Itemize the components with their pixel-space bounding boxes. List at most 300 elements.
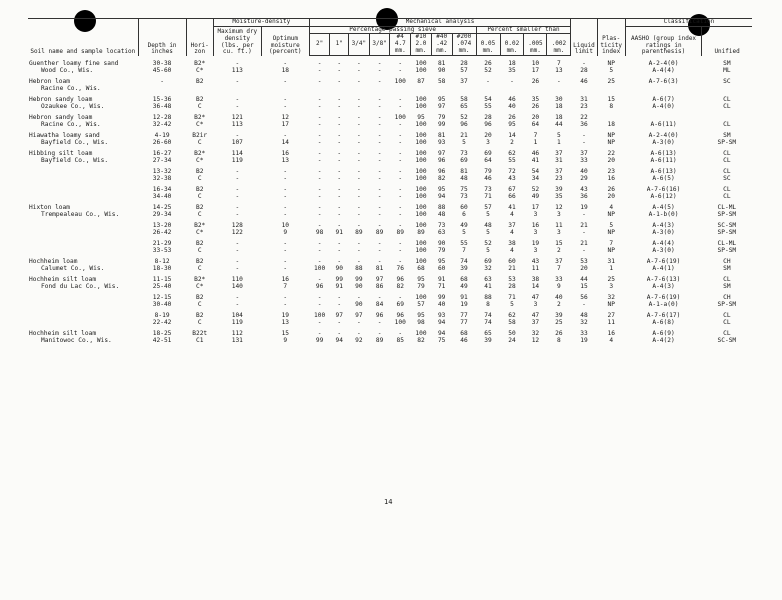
cell-value: - bbox=[377, 103, 382, 111]
cell-value: 37 bbox=[555, 168, 563, 176]
table-row bbox=[28, 74, 752, 92]
cell-value: 60 bbox=[460, 204, 468, 212]
cell-value: - bbox=[357, 103, 361, 111]
cell-value: 100 bbox=[415, 96, 427, 104]
header-sieve bbox=[309, 34, 330, 56]
cell-p02 bbox=[500, 200, 524, 218]
cell-value: 4 bbox=[510, 247, 514, 255]
cell-dens bbox=[213, 74, 261, 92]
cell-value: 13-20 bbox=[152, 222, 172, 230]
table-row bbox=[28, 254, 752, 272]
cell-dens bbox=[213, 56, 261, 75]
cell-value: - bbox=[357, 319, 361, 327]
cell-value: 94 bbox=[437, 330, 446, 338]
cell-value: - bbox=[398, 247, 403, 255]
soil-test-table-container bbox=[28, 18, 752, 344]
cell-value: C bbox=[197, 319, 202, 327]
cell-value: 33 bbox=[555, 276, 563, 284]
cell-p02 bbox=[500, 146, 524, 164]
cell-s10 bbox=[411, 200, 432, 218]
cell-value: - bbox=[235, 78, 240, 86]
cell-value: 18 bbox=[281, 66, 290, 74]
cell-value: 14-25 bbox=[152, 204, 172, 212]
cell-s1 bbox=[330, 92, 349, 110]
cell-value: 13 bbox=[281, 157, 290, 165]
header-smaller bbox=[524, 34, 547, 56]
cell-value: - bbox=[235, 247, 240, 255]
cell-ll bbox=[571, 146, 597, 164]
cell-value: 43 bbox=[531, 258, 540, 266]
cell-aasho bbox=[625, 56, 701, 75]
header-classification: Classification bbox=[625, 19, 752, 27]
cell-value: 93 bbox=[437, 312, 446, 320]
cell-p005 bbox=[524, 146, 547, 164]
sieve-label-bot bbox=[350, 48, 368, 55]
header-sieve bbox=[330, 34, 349, 56]
cell-p02 bbox=[500, 164, 524, 182]
cell-ll bbox=[571, 308, 597, 326]
cell-s200 bbox=[452, 110, 476, 128]
cell-p002 bbox=[547, 200, 571, 218]
soil-name: Hebron loam bbox=[29, 78, 70, 86]
cell-value: 25-40 bbox=[152, 283, 172, 291]
cell-s200 bbox=[452, 182, 476, 200]
cell-s34 bbox=[349, 92, 370, 110]
cell-value: - bbox=[317, 121, 322, 129]
cell-value: 60 bbox=[508, 258, 516, 266]
cell-value: 21 bbox=[580, 222, 588, 230]
cell-ll bbox=[571, 236, 597, 254]
cell-value: - bbox=[337, 78, 342, 86]
cell-value: 45-60 bbox=[152, 66, 172, 74]
cell-value: - bbox=[357, 330, 361, 338]
cell-value: 81 bbox=[437, 132, 446, 140]
cell-value: 21-29 bbox=[152, 240, 172, 248]
cell-s38 bbox=[369, 74, 390, 92]
cell-value: 37 bbox=[531, 319, 540, 327]
cell-value: 46 bbox=[531, 150, 540, 158]
cell-value: 12-28 bbox=[152, 114, 172, 122]
cell-opt bbox=[261, 326, 309, 344]
cell-s10 bbox=[411, 254, 432, 272]
cell-value: 9 bbox=[283, 229, 288, 237]
cell-depth bbox=[138, 326, 186, 344]
cell-value: C bbox=[197, 247, 202, 255]
cell-name bbox=[28, 146, 138, 164]
cell-hor bbox=[186, 128, 213, 146]
cell-value: B2 bbox=[195, 78, 204, 86]
cell-uni bbox=[702, 272, 752, 290]
cell-value: 32-42 bbox=[152, 121, 172, 129]
cell-value: - bbox=[235, 301, 240, 309]
cell-p002 bbox=[547, 290, 571, 308]
cell-value: 40 bbox=[555, 294, 563, 302]
cell-value: - bbox=[317, 258, 322, 266]
cell-value: - bbox=[377, 168, 382, 176]
cell-value: - bbox=[357, 168, 361, 176]
cell-hor bbox=[186, 182, 213, 200]
cell-s2 bbox=[309, 218, 330, 236]
header-unified: Unified bbox=[702, 26, 752, 56]
cell-ll bbox=[571, 110, 597, 128]
cell-value: B2 bbox=[195, 96, 204, 104]
cell-value: - bbox=[317, 276, 322, 284]
cell-s34 bbox=[349, 128, 370, 146]
cell-value: 28 bbox=[484, 114, 492, 122]
cell-s34 bbox=[349, 236, 370, 254]
cell-value: 21 bbox=[580, 240, 588, 248]
cell-value: 88 bbox=[484, 294, 492, 302]
cell-value: B2 bbox=[195, 312, 204, 320]
cell-value: 95 bbox=[417, 312, 425, 320]
cell-value: 72 bbox=[508, 168, 516, 176]
cell-s1 bbox=[330, 254, 349, 272]
cell-s40 bbox=[431, 272, 452, 290]
cell-s1 bbox=[330, 74, 349, 92]
cell-value: CL bbox=[723, 186, 731, 194]
cell-value: 8-12 bbox=[154, 258, 170, 266]
cell-pi bbox=[597, 200, 625, 218]
cell-value: 87 bbox=[417, 78, 425, 86]
cell-value bbox=[370, 85, 389, 92]
cell-value: C* bbox=[195, 121, 204, 129]
cell-value: 95 bbox=[417, 276, 425, 284]
cell-value: 92 bbox=[355, 337, 363, 345]
cell-p005 bbox=[524, 236, 547, 254]
cell-value: 122 bbox=[231, 229, 243, 237]
cell-s40 bbox=[431, 182, 452, 200]
cell-value: 2 bbox=[557, 301, 561, 309]
smaller-label-bot: mm. bbox=[482, 47, 494, 55]
cell-value bbox=[310, 85, 329, 92]
soil-name bbox=[29, 240, 137, 247]
cell-p05 bbox=[476, 200, 500, 218]
cell-value: - bbox=[377, 96, 382, 104]
cell-value: NP bbox=[607, 229, 615, 237]
cell-hor bbox=[186, 92, 213, 110]
cell-value: SM bbox=[723, 59, 731, 67]
cell-opt bbox=[261, 272, 309, 290]
cell-p02 bbox=[500, 74, 524, 92]
cell-value: 35 bbox=[555, 193, 563, 201]
cell-value: - bbox=[337, 139, 342, 147]
cell-value: 81 bbox=[375, 265, 384, 273]
sample-location: Bayfield Co., Wis. bbox=[41, 157, 109, 165]
cell-value: 34-40 bbox=[152, 193, 172, 201]
cell-value: 29-34 bbox=[152, 211, 172, 219]
smaller-label-mid: 0.02 bbox=[504, 40, 520, 48]
cell-s10 bbox=[411, 218, 432, 236]
cell-value: B2* bbox=[194, 150, 206, 158]
cell-value: - bbox=[377, 330, 382, 338]
cell-p002 bbox=[547, 92, 571, 110]
cell-value: NP bbox=[607, 132, 615, 140]
cell-value: 1 bbox=[609, 265, 614, 273]
cell-value: - bbox=[317, 132, 322, 140]
cell-value: 71 bbox=[484, 193, 492, 201]
cell-ll bbox=[571, 128, 597, 146]
cell-value: 20 bbox=[607, 157, 615, 165]
cell-value: - bbox=[235, 211, 240, 219]
cell-value: 38 bbox=[531, 276, 540, 284]
cell-value bbox=[501, 85, 523, 92]
cell-hor bbox=[186, 236, 213, 254]
cell-value: 43 bbox=[508, 175, 516, 183]
cell-value: 4 bbox=[510, 229, 514, 237]
cell-value: 42-51 bbox=[152, 337, 172, 345]
cell-value: - bbox=[235, 175, 240, 183]
cell-value bbox=[214, 85, 260, 92]
cell-value: SP-SM bbox=[717, 211, 737, 219]
cell-value: - bbox=[337, 114, 342, 122]
cell-value: 74 bbox=[484, 312, 492, 320]
cell-p05 bbox=[476, 218, 500, 236]
cell-s2 bbox=[309, 92, 330, 110]
cell-uni bbox=[702, 200, 752, 218]
cell-value: 97 bbox=[355, 312, 363, 320]
cell-hor bbox=[186, 74, 213, 92]
cell-value: 37 bbox=[555, 150, 563, 158]
cell-value: 94 bbox=[335, 337, 343, 345]
cell-value: 4-19 bbox=[154, 132, 170, 140]
cell-value bbox=[139, 85, 185, 92]
cell-value bbox=[331, 85, 348, 92]
cell-p002 bbox=[547, 74, 571, 92]
cell-s10 bbox=[411, 308, 432, 326]
cell-value: 26 bbox=[531, 78, 540, 86]
cell-value: 3 bbox=[533, 229, 538, 237]
cell-value: 33 bbox=[580, 157, 588, 165]
cell-s1 bbox=[330, 164, 349, 182]
cell-p02 bbox=[500, 272, 524, 290]
cell-s4 bbox=[390, 254, 411, 272]
cell-value: A-3(0) bbox=[652, 139, 675, 147]
cell-p002 bbox=[547, 254, 571, 272]
soil-name: Hebron sandy loam bbox=[29, 96, 93, 104]
sample-location: Ozaukee Co., Wis. bbox=[41, 103, 105, 111]
cell-value: CL bbox=[723, 168, 731, 176]
cell-value: 69 bbox=[484, 258, 492, 266]
cell-value: 2 bbox=[557, 247, 561, 255]
cell-hor bbox=[186, 254, 213, 272]
cell-value: - bbox=[317, 175, 322, 183]
cell-value: 30-40 bbox=[152, 301, 172, 309]
sieve-label-bot: mm. bbox=[394, 47, 406, 55]
cell-value: - bbox=[377, 78, 382, 86]
cell-value: CL-ML bbox=[717, 240, 737, 248]
cell-dens bbox=[213, 290, 261, 308]
sieve-label-mid: 3/8" bbox=[372, 40, 387, 48]
sieve-label-top: #200 bbox=[456, 33, 472, 41]
cell-value: 15 bbox=[281, 330, 290, 338]
cell-value: 81 bbox=[437, 60, 446, 68]
cell-value: - bbox=[398, 240, 403, 248]
cell-value: 73 bbox=[437, 222, 446, 230]
cell-value: 24 bbox=[508, 337, 516, 345]
cell-aasho bbox=[625, 218, 701, 236]
cell-s40 bbox=[431, 308, 452, 326]
cell-opt bbox=[261, 92, 309, 110]
cell-value: 96 bbox=[396, 312, 404, 320]
cell-s34 bbox=[349, 164, 370, 182]
cell-value: 93 bbox=[437, 139, 446, 147]
cell-value: 41 bbox=[484, 283, 492, 291]
soil-test-table bbox=[28, 18, 752, 344]
cell-value: C bbox=[197, 301, 202, 309]
cell-value: 40 bbox=[580, 168, 588, 176]
cell-value: - bbox=[357, 186, 361, 194]
cell-value: - bbox=[317, 240, 322, 248]
cell-depth bbox=[138, 308, 186, 326]
cell-value: C1 bbox=[195, 337, 204, 345]
cell-pi bbox=[597, 182, 625, 200]
cell-value: 30 bbox=[555, 96, 563, 104]
cell-opt bbox=[261, 182, 309, 200]
cell-value: C* bbox=[195, 157, 204, 165]
cell-value: 96 bbox=[460, 121, 468, 129]
cell-value: 90 bbox=[355, 283, 363, 291]
soil-name: Hebron sandy loam bbox=[29, 114, 93, 122]
cell-value: A-7-6(17) bbox=[646, 312, 681, 320]
cell-s40 bbox=[431, 92, 452, 110]
cell-value: - bbox=[377, 193, 382, 201]
cell-uni bbox=[702, 254, 752, 272]
cell-value: - bbox=[317, 319, 322, 327]
cell-s40 bbox=[431, 74, 452, 92]
cell-s4 bbox=[390, 74, 411, 92]
cell-value: 18 bbox=[508, 60, 516, 68]
cell-name bbox=[28, 218, 138, 236]
cell-value: 8 bbox=[486, 301, 490, 309]
cell-depth bbox=[138, 254, 186, 272]
cell-value: - bbox=[398, 222, 403, 230]
cell-value: 32 bbox=[580, 319, 588, 327]
cell-value: - bbox=[235, 265, 240, 273]
cell-value: 26-42 bbox=[152, 229, 172, 237]
cell-opt bbox=[261, 110, 309, 128]
cell-value: - bbox=[582, 132, 586, 140]
sample-location: Trempealeau Co., Wis. bbox=[41, 211, 120, 219]
cell-value: 100 bbox=[415, 204, 427, 212]
header-sieve bbox=[369, 34, 390, 56]
cell-s34 bbox=[349, 74, 370, 92]
table-row bbox=[28, 164, 752, 182]
cell-value: CL bbox=[723, 193, 731, 201]
cell-value: - bbox=[283, 265, 288, 273]
cell-value: 23 bbox=[580, 103, 588, 111]
cell-p002 bbox=[547, 326, 571, 344]
cell-value: - bbox=[337, 319, 342, 327]
cell-p02 bbox=[500, 128, 524, 146]
cell-value: A-6(5) bbox=[652, 175, 675, 183]
cell-value: 9 bbox=[283, 337, 288, 345]
cell-dens bbox=[213, 92, 261, 110]
cell-name bbox=[28, 200, 138, 218]
cell-value: 97 bbox=[375, 276, 384, 284]
cell-value: 32-38 bbox=[152, 175, 172, 183]
cell-p05 bbox=[476, 128, 500, 146]
cell-value bbox=[703, 114, 751, 121]
cell-p02 bbox=[500, 92, 524, 110]
cell-value: B2 bbox=[195, 294, 204, 302]
cell-value: A-4(4) bbox=[652, 66, 675, 74]
cell-value: A-4(4) bbox=[652, 240, 675, 248]
cell-value: 17 bbox=[281, 121, 290, 129]
sieve-label-mid: 2.0 bbox=[415, 40, 427, 48]
cell-s2 bbox=[309, 326, 330, 344]
cell-s200 bbox=[452, 92, 476, 110]
cell-dens bbox=[213, 308, 261, 326]
cell-s40 bbox=[431, 110, 452, 128]
cell-s2 bbox=[309, 200, 330, 218]
cell-value: 16 bbox=[607, 175, 615, 183]
cell-s200 bbox=[452, 254, 476, 272]
cell-p002 bbox=[547, 272, 571, 290]
cell-value: 82 bbox=[417, 337, 425, 345]
cell-p005 bbox=[524, 272, 547, 290]
cell-value: 90 bbox=[355, 301, 363, 309]
soil-name: Hochheim silt loam bbox=[29, 330, 97, 338]
cell-value bbox=[453, 85, 475, 92]
cell-pi bbox=[597, 308, 625, 326]
cell-value: 3 bbox=[557, 229, 561, 237]
header-max-density: Maximum dry density (lbs. per cu. ft.) bbox=[213, 26, 261, 56]
cell-value: 11-15 bbox=[152, 276, 172, 284]
cell-p005 bbox=[524, 326, 547, 344]
cell-value: 10 bbox=[281, 222, 290, 230]
cell-value: 37 bbox=[508, 222, 516, 230]
cell-value: - bbox=[283, 132, 288, 140]
cell-p02 bbox=[500, 218, 524, 236]
cell-name bbox=[28, 326, 138, 344]
cell-value: 40 bbox=[508, 103, 516, 111]
header-sieve bbox=[431, 34, 452, 56]
cell-s34 bbox=[349, 308, 370, 326]
cell-s2 bbox=[309, 128, 330, 146]
cell-value: 121 bbox=[231, 114, 243, 122]
cell-s38 bbox=[369, 236, 390, 254]
sample-location: Racine Co., Wis. bbox=[41, 85, 101, 93]
cell-s38 bbox=[369, 146, 390, 164]
cell-s4 bbox=[390, 236, 411, 254]
cell-value: - bbox=[317, 78, 322, 86]
cell-value: 21 bbox=[508, 265, 516, 273]
cell-p002 bbox=[547, 236, 571, 254]
cell-value: 94 bbox=[437, 319, 446, 327]
cell-value: 63 bbox=[484, 276, 492, 284]
sieve-label-top: #10 bbox=[415, 33, 427, 41]
cell-uni bbox=[702, 218, 752, 236]
table-row bbox=[28, 146, 752, 164]
cell-s2 bbox=[309, 182, 330, 200]
cell-aasho bbox=[625, 236, 701, 254]
sieve-label-bot bbox=[331, 48, 347, 55]
cell-value: 88 bbox=[437, 204, 446, 212]
cell-value: 13 bbox=[555, 67, 563, 75]
cell-value: 25 bbox=[555, 319, 563, 327]
cell-s2 bbox=[309, 308, 330, 326]
cell-value: 16 bbox=[531, 222, 540, 230]
cell-value: 28 bbox=[580, 66, 588, 74]
cell-p002 bbox=[547, 110, 571, 128]
cell-value: 100 bbox=[415, 150, 427, 158]
cell-s38 bbox=[369, 128, 390, 146]
sieve-label-bot: mm. bbox=[458, 47, 470, 55]
cell-value: A-4(3) bbox=[652, 222, 675, 230]
cell-value: - bbox=[317, 96, 322, 104]
cell-value: B2ir bbox=[192, 132, 208, 140]
cell-value bbox=[626, 114, 700, 121]
